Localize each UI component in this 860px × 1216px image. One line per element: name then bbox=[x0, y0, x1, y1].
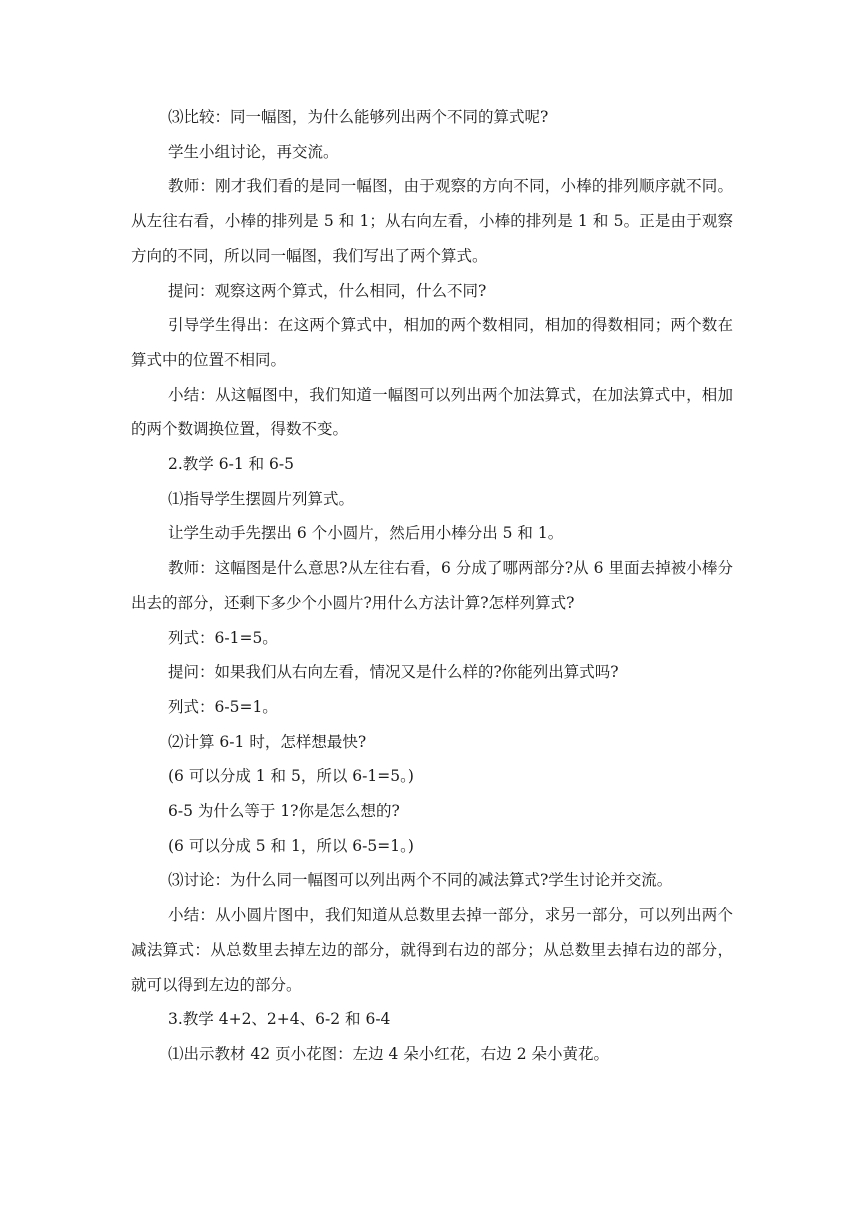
paragraph-question: 提问：观察这两个算式，什么相同，什么不同? bbox=[168, 281, 487, 300]
paragraph-summary-addition: 小结：从这幅图中，我们知道一幅图可以列出两个加法算式，在加法算式中，相加的两个数调换位置，得数不变。 bbox=[131, 385, 733, 439]
paragraph-answer-1: (6 可以分成 1 和 5，所以 6-1=5。) bbox=[168, 767, 414, 786]
paragraph-teacher-explanation: 教师：刚才我们看的是同一幅图，由于观察的方向不同，小棒的排列顺序就不同。从左往右看，小棒的排列是 5 和 1；从右向左看，小棒的排列是 1 和 5。正是由于观察方向的不同，所以同一幅图，我们写出了两个算式。 bbox=[131, 177, 733, 265]
paragraph-show-flowers: ⑴出示教材 42 页小花图：左边 4 朵小红花，右边 2 朵小黄花。 bbox=[168, 1044, 610, 1063]
paragraph-compute-fast: ⑵计算 6-1 时，怎样想最快? bbox=[168, 732, 367, 751]
paragraph-answer-2: (6 可以分成 5 和 1，所以 6-5=1。) bbox=[168, 836, 414, 855]
paragraph-why-equals: 6-5 为什么等于 1?你是怎么想的? bbox=[168, 802, 400, 821]
paragraph-guide-students: 引导学生得出：在这两个算式中，相加的两个数相同，相加的得数相同；两个数在算式中的位置不相同。 bbox=[131, 316, 733, 369]
document-body bbox=[131, 100, 733, 1072]
paragraph-formula-2: 列式：6-5=1。 bbox=[168, 697, 278, 716]
paragraph-compare: ⑶比较：同一幅图，为什么能够列出两个不同的算式呢? bbox=[168, 108, 549, 126]
paragraph-guide-discs: ⑴指导学生摆圆片列算式。 bbox=[168, 489, 355, 508]
paragraph-discussion-subtraction: ⑶讨论：为什么同一幅图可以列出两个不同的减法算式?学生讨论并交流。 bbox=[168, 871, 673, 890]
section-heading-3: 3.教学 4+2、2+4、6-2 和 6-4 bbox=[168, 1010, 391, 1029]
paragraph-formula-1: 列式：6-1=5。 bbox=[168, 628, 278, 647]
paragraph-teacher-question: 教师：这幅图是什么意思?从左往右看，6 分成了哪两部分?从 6 里面去掉被小棒分出去的部分，还剩下多少个小圆片?用什么方法计算?怎样列算式? bbox=[131, 559, 733, 612]
paragraph-group-discussion: 学生小组讨论，再交流。 bbox=[168, 142, 339, 161]
section-heading-2: 2.教学 6-1 和 6-5 bbox=[168, 455, 294, 474]
paragraph-place-discs: 让学生动手先摆出 6 个小圆片，然后用小棒分出 5 和 1。 bbox=[168, 524, 564, 543]
paragraph-summary-subtraction: 小结：从小圆片图中，我们知道从总数里去掉一部分，求另一部分，可以列出两个减法算式：从总数里去掉左边的部分，就得到右边的部分；从总数里去掉右边的部分，就可以得到左边的部分。 bbox=[131, 906, 733, 994]
paragraph-question-right-left: 提问：如果我们从右向左看，情况又是什么样的?你能列出算式吗? bbox=[168, 663, 619, 682]
